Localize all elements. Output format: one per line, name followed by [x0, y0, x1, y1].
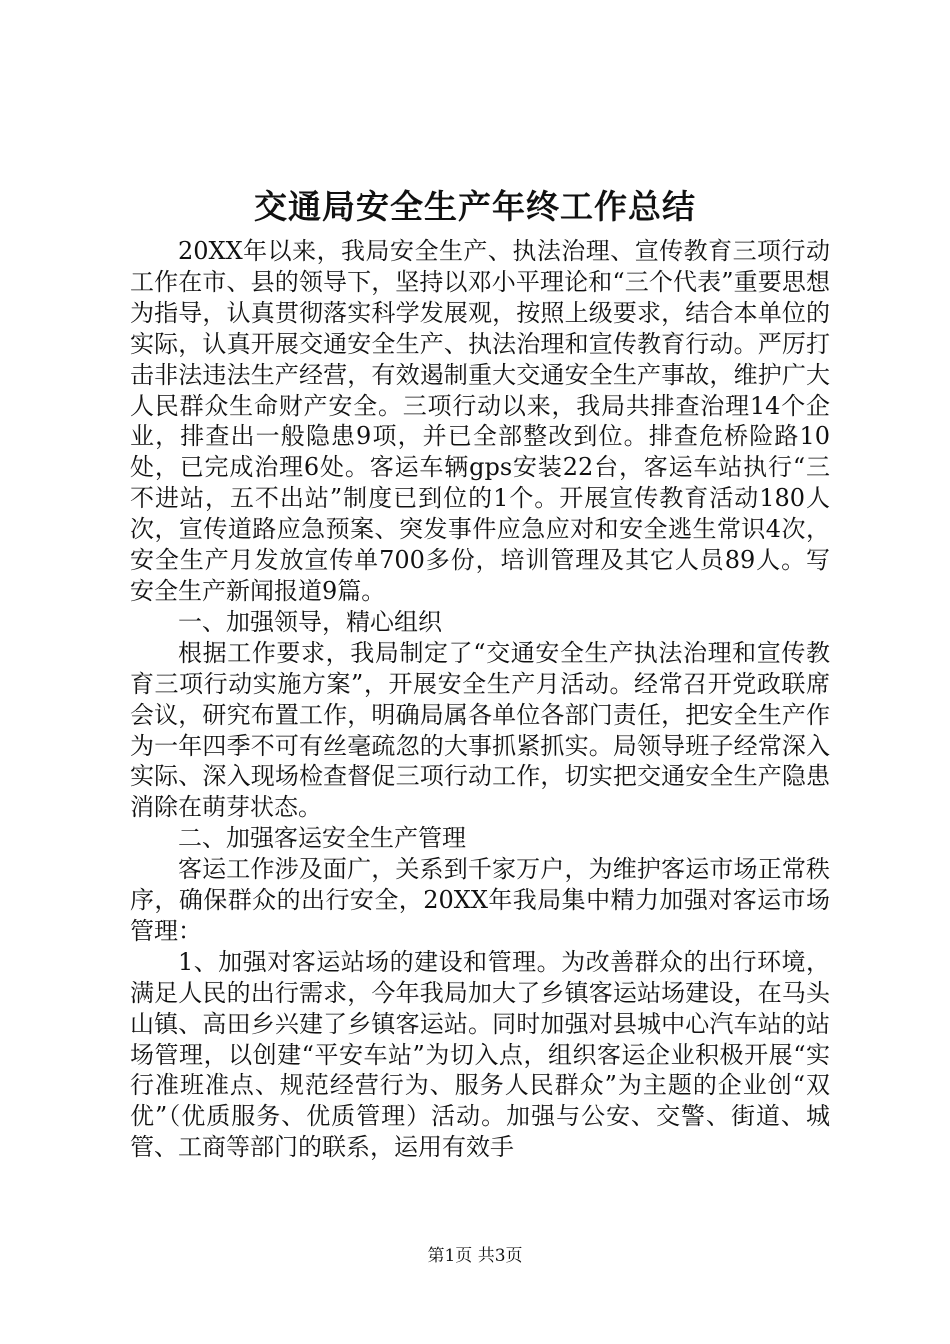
- section-2-item-1: 1、加强对客运站场的建设和管理。为改善群众的出行环境，满足人民的出行需求，今年我局加大了乡镇客运站场建设，在马头山镇、高田乡兴建了乡镇客运站。同时加强对县城中心汽车站的站场管理，以创建“平安车站”为切入点，组织客运企业积极开展“实行准班准点、规范经营行为、服务人民群众”为主题的企业创“双优”（优质服务、优质管理）活动。加强与公安、交警、街道、城管、工商等部门的联系，运用有效手: [130, 947, 830, 1162]
- document-body: [130, 236, 830, 1163]
- document-title: 交通局安全生产年终工作总结: [254, 187, 696, 226]
- page-number-footer: 第1页 共3页: [427, 1246, 523, 1266]
- intro-paragraph: 20XX年以来，我局安全生产、执法治理、宣传教育三项行动工作在市、县的领导下，坚持以邓小平理论和“三个代表”重要思想为指导，认真贯彻落实科学发展观，按照上级要求，结合本单位的实际，认真开展交通安全生产、执法治理和宣传教育行动。严厉打击非法违法生产经营，有效遏制重大交通安全生产事故，维护广大人民群众生命财产安全。三项行动以来，我局共排查治理14个企业，排查出一般隐患9项，并已全部整改到位。排查危桥险路10处，已完成治理6处。客运车辆gps安装22台，客运车站执行“三不进站，五不出站”制度已到位的1个。开展宣传教育活动180人次，宣传道路应急预案、突发事件应急应对和安全逃生常识4次，安全生产月发放宣传单700多份，培训管理及其它人员89人。写安全生产新闻报道9篇。: [130, 237, 830, 605]
- section-2-paragraph: 客运工作涉及面广，关系到千家万户，为维护客运市场正常秩序，确保群众的出行安全，20XX年我局集中精力加强对客运市场管理：: [130, 855, 830, 945]
- section-1-paragraph: 根据工作要求，我局制定了“交通安全生产执法治理和宣传教育三项行动实施方案”，开展安全生产月活动。经常召开党政联席会议，研究布置工作，明确局属各单位各部门责任，把安全生产作为一年四季不可有丝毫疏忽的大事抓紧抓实。局领导班子经常深入实际、深入现场检查督促三项行动工作，切实把交通安全生产隐患消除在萌芽状态。: [130, 638, 830, 822]
- section-heading-1: 一、加强领导，精心组织: [178, 607, 442, 636]
- section-heading-2: 二、加强客运安全生产管理: [178, 824, 466, 853]
